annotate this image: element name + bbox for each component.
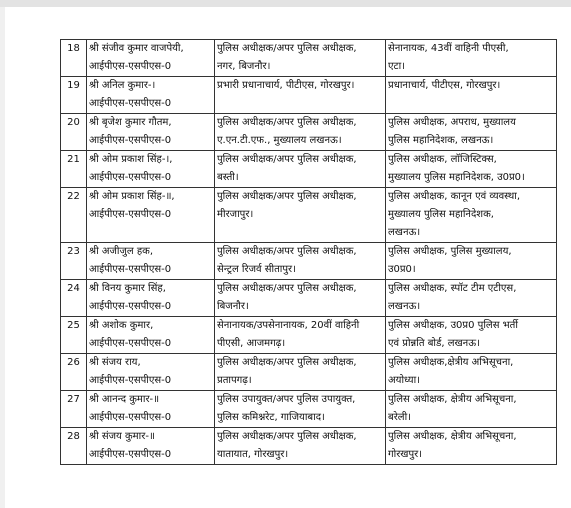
current-posting-line: नगर, बिजनौर। <box>217 61 271 72</box>
new-posting-cell <box>386 280 557 317</box>
officer-name-cell <box>87 317 215 354</box>
serial-number-cell: 22 <box>61 188 87 243</box>
page-top-edge <box>0 0 571 7</box>
officer-name-line: श्री अशोक कुमार, <box>89 320 154 331</box>
officer-name-line: आईपीएस-एसपीएस-0 <box>89 412 172 423</box>
officer-name-line: आईपीएस-एसपीएस-0 <box>89 338 172 349</box>
current-posting-line: पुलिस अधीक्षक/अपर पुलिस अधीक्षक, <box>217 191 357 202</box>
new-posting-line: पुलिस अधीक्षक, क्षेत्रीय अभिसूचना, <box>388 431 517 442</box>
new-posting-line: पुलिस अधीक्षक, लॉजिस्टिक्स, <box>388 154 497 165</box>
current-posting-line: बिजनौर। <box>217 301 249 312</box>
table-row <box>61 428 557 465</box>
transfer-table <box>60 39 557 465</box>
new-posting-line: पुलिस अधीक्षक, अपराध, मुख्यालय <box>388 117 516 128</box>
officer-name-line: आईपीएस-एसपीएस-0 <box>89 172 172 183</box>
officer-name-line: आईपीएस-एसपीएस-0 <box>89 301 172 312</box>
officer-name-line: श्री संजय कुमार-॥ <box>89 431 155 442</box>
table-row <box>61 391 557 428</box>
new-posting-line: पुलिस अधीक्षक, कानून एवं व्यवस्था, <box>388 191 521 202</box>
new-posting-line: लखनऊ। <box>388 301 421 312</box>
officer-name-line: श्री ओम प्रकाश सिंह-।, <box>89 154 173 165</box>
new-posting-cell <box>386 243 557 280</box>
officer-name-cell <box>87 428 215 465</box>
officer-name-cell <box>87 280 215 317</box>
current-posting-cell <box>215 317 386 354</box>
current-posting-cell <box>215 114 386 151</box>
current-posting-cell <box>215 428 386 465</box>
officer-name-cell <box>87 243 215 280</box>
new-posting-line: मुख्यालय पुलिस महानिदेशक, उ0प्र0। <box>388 172 525 183</box>
current-posting-cell <box>215 77 386 114</box>
new-posting-line: पुलिस अधीक्षक, क्षेत्रीय अभिसूचना, <box>388 394 517 405</box>
serial-number-cell: 26 <box>61 354 87 391</box>
serial-number-cell: 19 <box>61 77 87 114</box>
current-posting-line: पुलिस अधीक्षक/अपर पुलिस अधीक्षक, <box>217 357 357 368</box>
officer-name-line: श्री ओम प्रकाश सिंह-॥, <box>89 191 175 202</box>
table-row <box>61 77 557 114</box>
new-posting-line: पुलिस अधीक्षक, उ0प्र0 पुलिस भर्ती <box>388 320 518 331</box>
officer-name-cell <box>87 77 215 114</box>
officer-name-line: श्री आनन्द कुमार-॥ <box>89 394 160 405</box>
new-posting-line: सेनानायक, 43वीं वाहिनी पीएसी, <box>388 43 509 54</box>
new-posting-cell <box>386 188 557 243</box>
current-posting-cell <box>215 188 386 243</box>
officer-name-cell <box>87 114 215 151</box>
table-row <box>61 188 557 243</box>
officer-name-cell <box>87 151 215 188</box>
new-posting-cell <box>386 114 557 151</box>
new-posting-cell <box>386 354 557 391</box>
officer-name-line: श्री संजय राय, <box>89 357 141 368</box>
serial-number-cell: 23 <box>61 243 87 280</box>
current-posting-line: प्रभारी प्रधानाचार्य, पीटीएस, गोरखपुर। <box>217 80 355 91</box>
new-posting-line: एटा। <box>388 61 405 72</box>
new-posting-line: अयोध्या। <box>388 375 420 386</box>
new-posting-cell <box>386 40 557 77</box>
officer-name-line: श्री अनिल कुमार-। <box>89 80 156 91</box>
officer-name-line: श्री संजीव कुमार वाजपेयी, <box>89 43 184 54</box>
current-posting-line: पुलिस उपायुक्त/अपर पुलिस उपायुक्त, <box>217 394 356 405</box>
current-posting-line: पीएसी, आजमगढ़। <box>217 338 286 349</box>
current-posting-line: सेनानायक/उपसेनानायक, 20वीं वाहिनी <box>217 320 360 331</box>
current-posting-line: ए.एन.टी.एफ., मुख्यालय लखनऊ। <box>217 135 342 146</box>
serial-number-cell: 24 <box>61 280 87 317</box>
current-posting-line: पुलिस अधीक्षक/अपर पुलिस अधीक्षक, <box>217 154 357 165</box>
current-posting-cell <box>215 280 386 317</box>
current-posting-cell <box>215 151 386 188</box>
new-posting-cell <box>386 77 557 114</box>
current-posting-cell <box>215 354 386 391</box>
new-posting-line: गोरखपुर। <box>388 449 423 460</box>
officer-name-line: आईपीएस-एसपीएस-0 <box>89 135 172 146</box>
new-posting-line: पुलिस अधीक्षक, स्पॉट टीम एटीएस, <box>388 283 517 294</box>
current-posting-line: पुलिस अधीक्षक/अपर पुलिस अधीक्षक, <box>217 117 357 128</box>
serial-number-cell: 28 <box>61 428 87 465</box>
table-row <box>61 280 557 317</box>
officer-name-line: श्री विनय कुमार सिंह, <box>89 283 166 294</box>
table-row <box>61 40 557 77</box>
current-posting-line: यातायात, गोरखपुर। <box>217 449 289 460</box>
officer-name-cell <box>87 391 215 428</box>
transfer-table-body <box>61 40 557 465</box>
current-posting-line: सेन्ट्रल रिजर्व सीतापुर। <box>217 264 296 275</box>
serial-number-cell: 21 <box>61 151 87 188</box>
current-posting-line: बस्ती। <box>217 172 239 183</box>
officer-name-cell <box>87 188 215 243</box>
current-posting-line: पुलिस अधीक्षक/अपर पुलिस अधीक्षक, <box>217 431 357 442</box>
current-posting-cell <box>215 40 386 77</box>
current-posting-line: पुलिस अधीक्षक/अपर पुलिस अधीक्षक, <box>217 246 357 257</box>
officer-name-cell <box>87 354 215 391</box>
new-posting-line: प्रधानाचार्य, पीटीएस, गोरखपुर। <box>388 80 501 91</box>
officer-name-line: आईपीएस-एसपीएस-0 <box>89 375 172 386</box>
serial-number-cell: 27 <box>61 391 87 428</box>
officer-name-line: आईपीएस-एसपीएस-0 <box>89 98 172 109</box>
current-posting-line: पुलिस कमिश्नरेट, गाजियाबाद। <box>217 412 325 423</box>
serial-number-cell: 18 <box>61 40 87 77</box>
serial-number-cell: 20 <box>61 114 87 151</box>
new-posting-cell <box>386 151 557 188</box>
current-posting-line: मीरजापुर। <box>217 209 254 220</box>
new-posting-cell <box>386 317 557 354</box>
current-posting-line: पुलिस अधीक्षक/अपर पुलिस अधीक्षक, <box>217 283 357 294</box>
serial-number-cell: 25 <box>61 317 87 354</box>
table-row <box>61 114 557 151</box>
new-posting-cell <box>386 391 557 428</box>
table-row <box>61 354 557 391</box>
new-posting-line: पुलिस अधीक्षक,क्षेत्रीय अभिसूचना, <box>388 357 514 368</box>
new-posting-line: एवं प्रोन्नति बोर्ड, लखनऊ। <box>388 338 480 349</box>
officer-name-line: आईपीएस-एसपीएस-0 <box>89 61 172 72</box>
new-posting-line: लखनऊ। <box>388 227 421 238</box>
table-row <box>61 243 557 280</box>
page-left-edge <box>0 7 5 508</box>
current-posting-line <box>217 95 383 113</box>
officer-name-line: आईपीएस-एसपीएस-0 <box>89 449 172 460</box>
new-posting-line: पुलिस महानिदेशक, लखनऊ। <box>388 135 494 146</box>
officer-name-line: आईपीएस-एसपीएस-0 <box>89 264 172 275</box>
officer-name-cell <box>87 40 215 77</box>
officer-name-line: श्री अजीजुल हक, <box>89 246 154 257</box>
current-posting-line: पुलिस अधीक्षक/अपर पुलिस अधीक्षक, <box>217 43 357 54</box>
new-posting-line <box>388 95 554 113</box>
new-posting-line: बरेली। <box>388 412 411 423</box>
officer-name-line: श्री बृजेश कुमार गौतम, <box>89 117 172 128</box>
new-posting-line: उ0प्र0। <box>388 264 416 275</box>
table-row <box>61 317 557 354</box>
new-posting-line: मुख्यालय पुलिस महानिदेशक, <box>388 209 494 220</box>
new-posting-line: पुलिस अधीक्षक, पुलिस मुख्यालय, <box>388 246 512 257</box>
current-posting-cell <box>215 243 386 280</box>
current-posting-cell <box>215 391 386 428</box>
officer-name-line: आईपीएस-एसपीएस-0 <box>89 209 172 220</box>
new-posting-cell <box>386 428 557 465</box>
table-row <box>61 151 557 188</box>
current-posting-line: प्रतापगढ़। <box>217 375 252 386</box>
